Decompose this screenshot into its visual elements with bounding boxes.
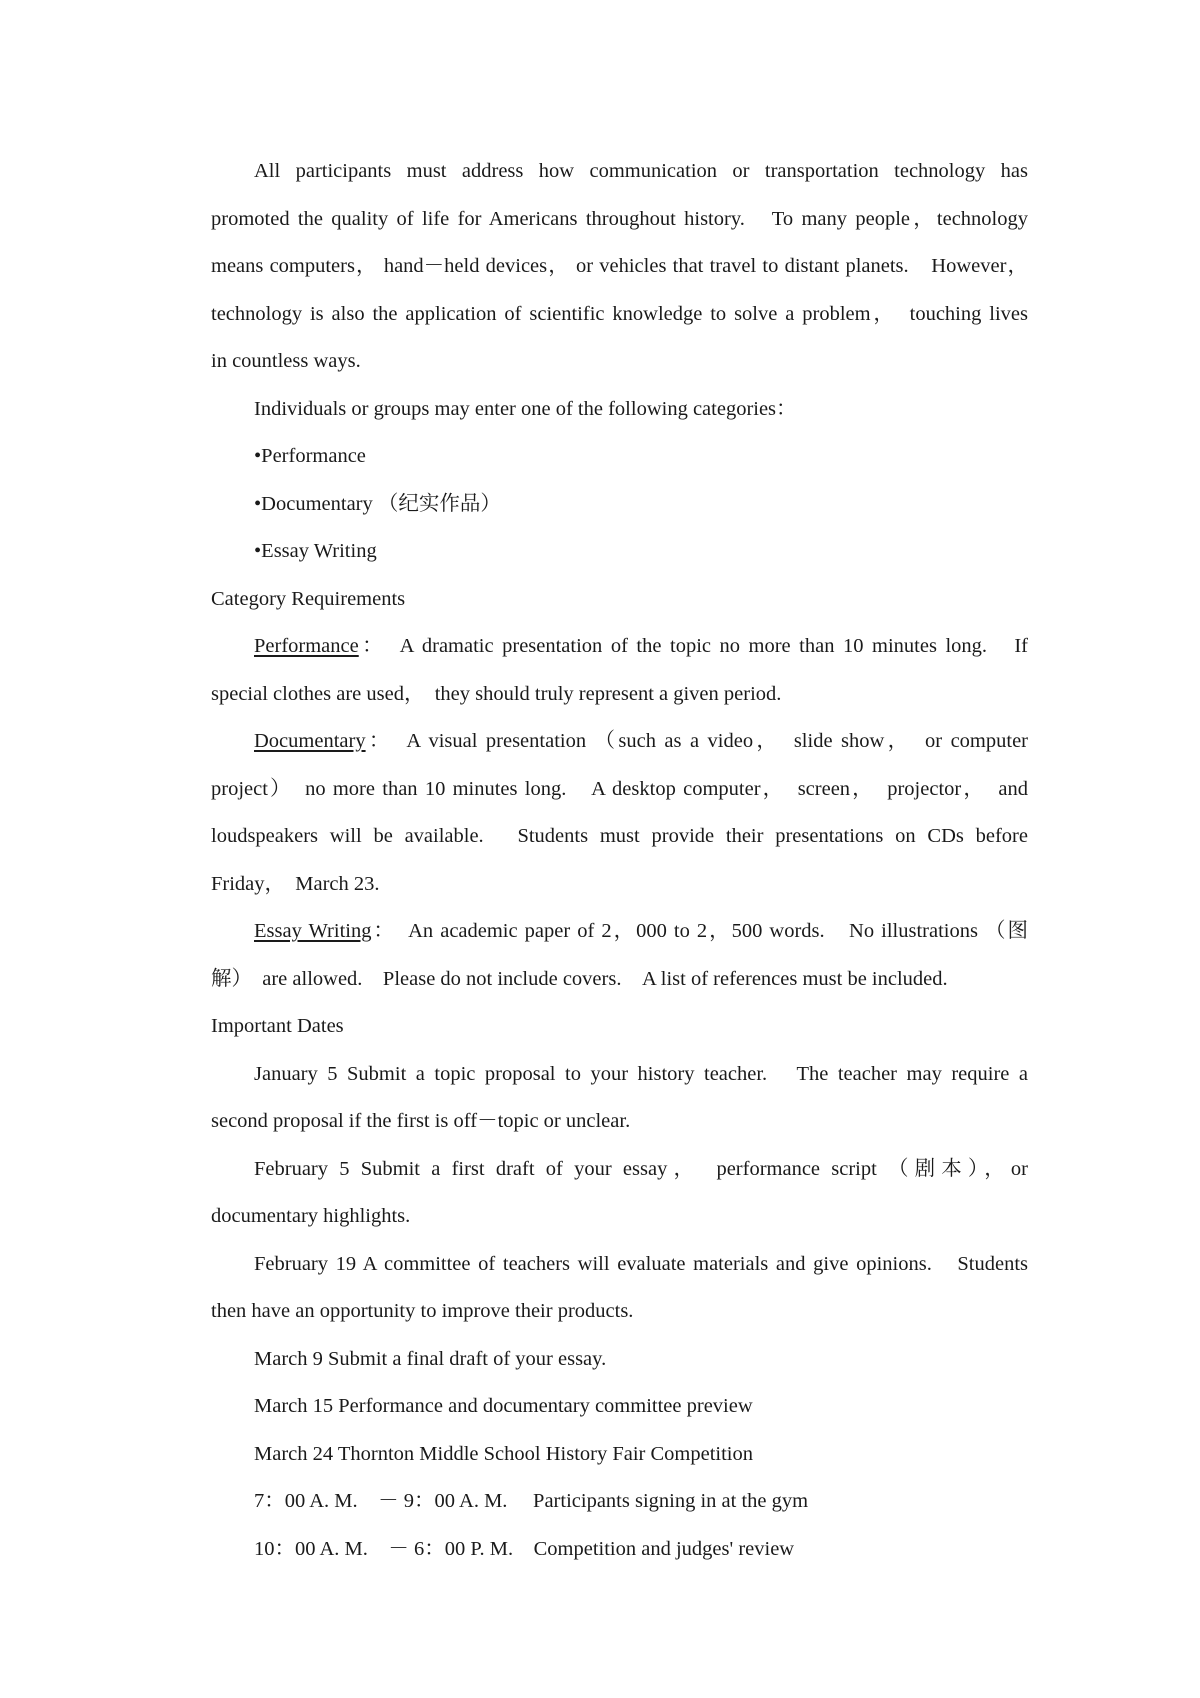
requirement-performance-text: ： A dramatic presentation of the topic no more than 10 minutes long. If bbox=[358, 635, 1028, 657]
requirement-performance-line-1 bbox=[211, 623, 1028, 671]
category-item-performance: •Performance bbox=[254, 445, 366, 467]
requirement-documentary-line-2: project） no more than 10 minutes long. A desktop computer， screen， projector， and bbox=[211, 777, 1028, 800]
section-heading-important-dates: Important Dates bbox=[211, 1015, 344, 1037]
requirement-documentary-text: ： A visual presentation （such as a video， slide show， or computer bbox=[365, 730, 1028, 752]
intro-line-3: means computers， hand－held devices， or vehicles that travel to distant planets. However， bbox=[211, 255, 1028, 277]
category-item-documentary: •Documentary （纪实作品） bbox=[254, 492, 501, 515]
date-february-5-line-1: February 5 Submit a first draft of your essay， performance script （剧本），or bbox=[254, 1157, 1028, 1180]
requirement-essay-line-1 bbox=[211, 908, 1028, 956]
requirement-essay-text: ： An academic paper of 2，000 to 2，500 words. No illustrations （图 bbox=[371, 920, 1028, 942]
date-march-24: March 24 Thornton Middle School History Fair Competition bbox=[254, 1442, 753, 1465]
requirement-essay-term: Essay Writing bbox=[254, 920, 372, 942]
date-february-19-line-1: February 19 A committee of teachers will evaluate materials and give opinions. Students bbox=[254, 1252, 1028, 1275]
intro-line-2: promoted the quality of life for Americans throughout history. To many people，technology bbox=[211, 207, 1028, 230]
requirement-performance-term: Performance bbox=[254, 635, 359, 657]
requirement-documentary-term: Documentary bbox=[254, 730, 366, 752]
section-heading-category-requirements: Category Requirements bbox=[211, 587, 406, 610]
requirement-documentary-line-4: Friday， March 23. bbox=[211, 872, 380, 895]
requirement-documentary-line-3: loudspeakers will be available. Students must provide their presentations on CDs before bbox=[211, 825, 1028, 847]
requirement-performance-line-2: special clothes are used， they should truly represent a given period. bbox=[211, 682, 782, 705]
category-item-essay-writing: •Essay Writing bbox=[254, 540, 377, 562]
schedule-competition: 10：00 A. M. － 6：00 P. M. Competition and judges' review bbox=[254, 1537, 795, 1560]
document-body bbox=[211, 148, 1028, 1573]
requirement-essay-line-2: 解） are allowed. Please do not include covers. A list of references must be included. bbox=[211, 967, 948, 990]
categories-intro: Individuals or groups may enter one of the following categories： bbox=[254, 397, 797, 420]
requirement-documentary-line-1 bbox=[211, 718, 1028, 766]
date-january-5-line-2: second proposal if the first is off－topic or unclear. bbox=[211, 1110, 631, 1132]
date-january-5-line-1: January 5 Submit a topic proposal to your history teacher. The teacher may require a bbox=[254, 1062, 1028, 1085]
intro-line-5: in countless ways. bbox=[211, 350, 361, 372]
intro-line-4: technology is also the application of scientific knowledge to solve a problem， touching lives bbox=[211, 302, 1028, 325]
date-march-9: March 9 Submit a final draft of your essay. bbox=[254, 1347, 607, 1370]
intro-line-1: All participants must address how communication or transportation technology has bbox=[254, 160, 1028, 182]
schedule-sign-in: 7：00 A. M. － 9：00 A. M. Participants signing in at the gym bbox=[254, 1490, 809, 1512]
date-february-19-line-2: then have an opportunity to improve their products. bbox=[211, 1300, 634, 1322]
date-february-5-line-2: documentary highlights. bbox=[211, 1205, 411, 1227]
date-march-15: March 15 Performance and documentary committee preview bbox=[254, 1395, 753, 1417]
